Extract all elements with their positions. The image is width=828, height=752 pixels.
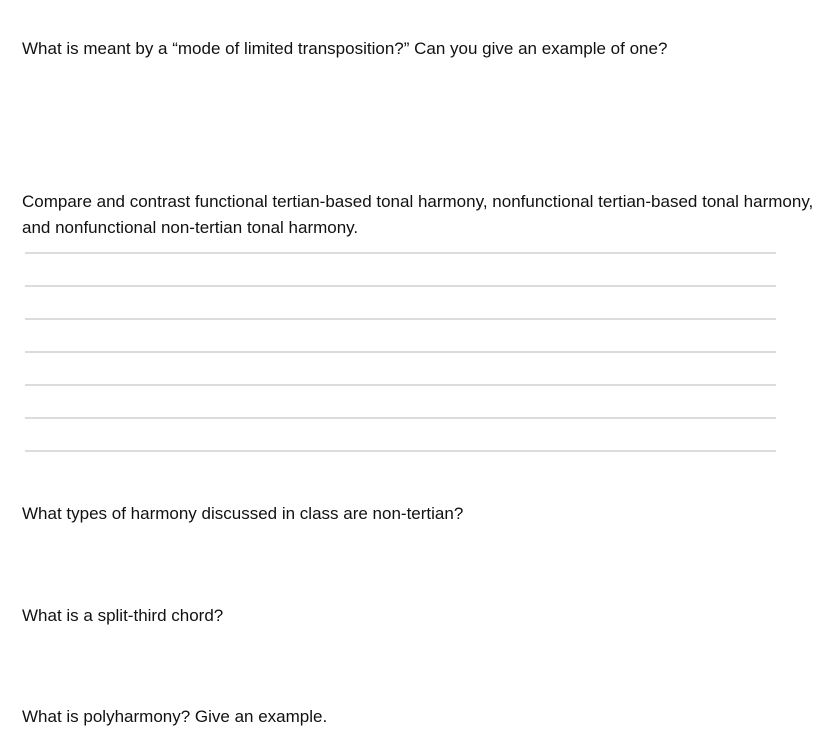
answer-line [25, 318, 776, 320]
question-compare-harmonies: Compare and contrast functional tertian-based tonal harmony, nonfunctional tertian-based tonal harmony, and nonfunctional non-tertian tonal harmony. [22, 192, 814, 237]
question-split-third-chord: What is a split-third chord? [22, 606, 224, 625]
question-non-tertian-harmony: What types of harmony discussed in class are non-tertian? [22, 504, 464, 523]
question-mode-of-limited-transposition: What is meant by a “mode of limited transposition?” Can you give an example of one? [22, 39, 668, 58]
answer-line [25, 351, 776, 353]
answer-line [25, 417, 776, 419]
answer-line [25, 384, 776, 386]
question-polyharmony: What is polyharmony? Give an example. [22, 707, 328, 726]
answer-line [25, 450, 776, 452]
answer-line [25, 252, 776, 254]
answer-line [25, 285, 776, 287]
